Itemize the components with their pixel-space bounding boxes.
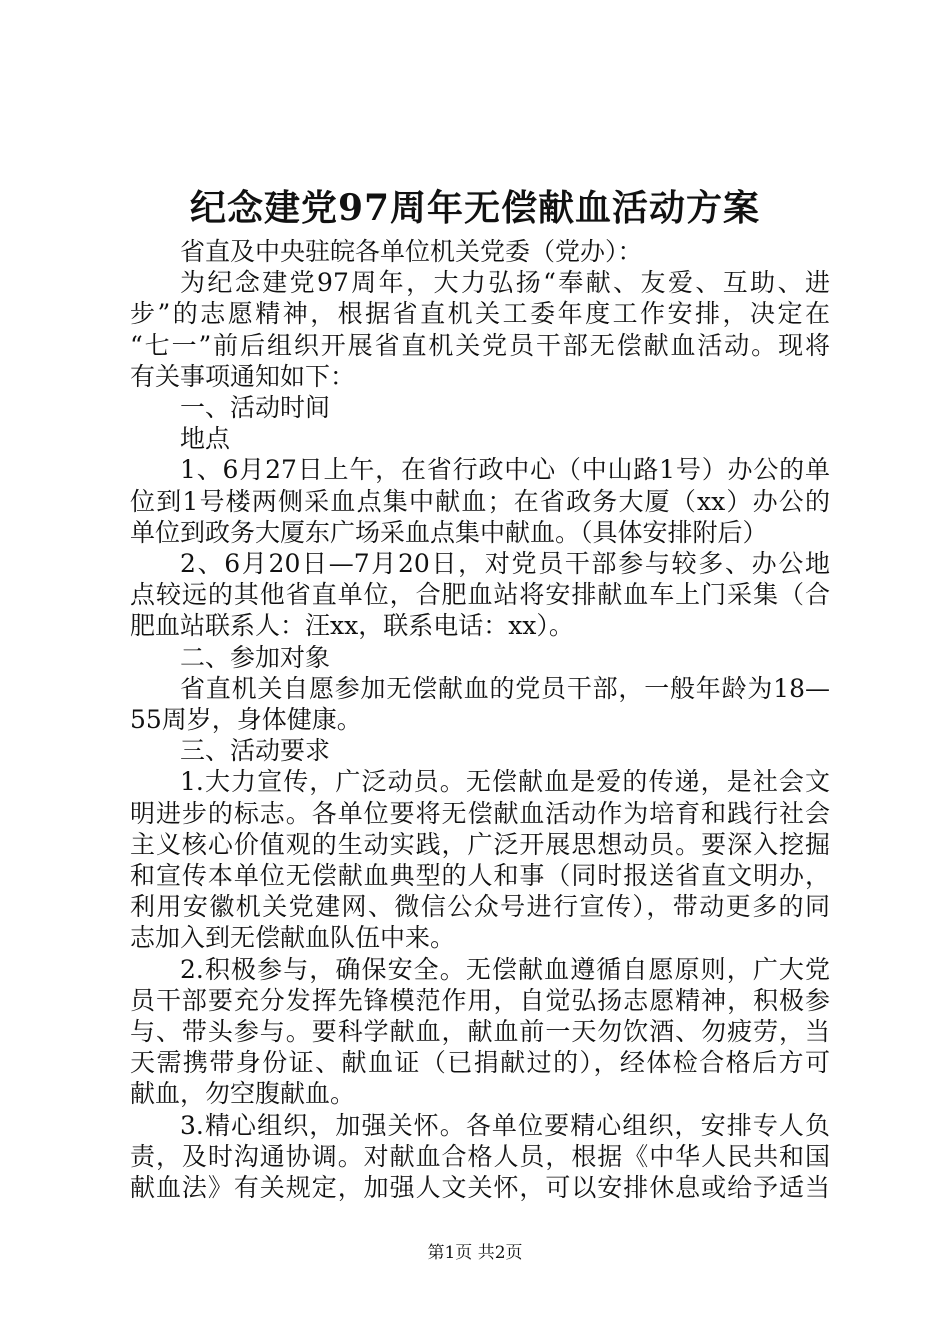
text-line: 单位到政务大厦东广场采血点集中献血。（具体安排附后） — [130, 517, 768, 547]
document-body — [130, 236, 830, 1203]
text-line: 责，及时沟通协调。对献血合格人员，根据《中华人民共和国 — [130, 1141, 830, 1171]
text-line: 一、活动时间 — [180, 393, 331, 423]
text-line: 二、参加对象 — [180, 642, 331, 672]
text-line: 主义核心价值观的生动实践，广泛开展思想动员。要深入挖掘 — [130, 829, 830, 859]
text-line: 省直及中央驻皖各单位机关党委（党办）： — [180, 237, 643, 266]
text-line: 天需携带身份证、献血证（已捐献过的），经体检合格后方可 — [130, 1048, 830, 1078]
text-line: 献血，勿空腹献血。 — [130, 1079, 356, 1109]
text-line: 明进步的标志。各单位要将无偿献血活动作为培育和践行社会 — [130, 798, 830, 828]
text-line: 和宣传本单位无偿献血典型的人和事（同时报送省直文明办， — [130, 861, 830, 891]
text-line: 献血法》有关规定，加强人文关怀，可以安排休息或给予适当 — [130, 1173, 830, 1203]
text-line: 1.大力宣传，广泛动员。无偿献血是爱的传递，是社会文 — [180, 767, 830, 797]
text-line: 与、带头参与。要科学献血，献血前一天勿饮酒、勿疲劳，当 — [130, 1017, 830, 1047]
text-line: 为纪念建党97周年，大力弘扬“奉献、友爱、互助、进 — [180, 268, 830, 298]
text-line: 2.积极参与，确保安全。无偿献血遵循自愿原则，广大党 — [180, 954, 830, 984]
text-line: 志加入到无偿献血队伍中来。 — [130, 923, 456, 953]
text-line: 利用安徽机关党建网、微信公众号进行宣传），带动更多的同 — [130, 892, 830, 922]
text-line: 1、6月27日上午，在省行政中心（中山路1号）办公的单 — [180, 455, 830, 485]
text-line: 肥血站联系人：汪xx，联系电话：xx）。 — [130, 611, 574, 641]
text-line: 位到1号楼两侧采血点集中献血；在省政务大厦（xx）办公的 — [130, 486, 830, 516]
text-line: 员干部要充分发挥先锋模范作用，自觉弘扬志愿精神，积极参 — [130, 985, 830, 1015]
text-line: 步”的志愿精神，根据省直机关工委年度工作安排，决定在 — [130, 299, 830, 329]
text-line: 3.精心组织，加强关怀。各单位要精心组织，安排专人负 — [180, 1110, 830, 1140]
text-line: “七一”前后组织开展省直机关党员干部无偿献血活动。现将 — [130, 330, 830, 360]
text-line: 55周岁，身体健康。 — [130, 705, 362, 735]
text-line: 三、活动要求 — [180, 736, 331, 766]
text-line: 地点 — [180, 424, 231, 454]
text-line: 省直机关自愿参加无偿献血的党员干部，一般年龄为18— — [180, 673, 830, 703]
text-line: 点较远的其他省直单位，合肥血站将安排献血车上门采集（合 — [130, 580, 830, 610]
text-line: 有关事项通知如下： — [130, 361, 356, 391]
page-footer: 第1页 共2页 — [427, 1243, 523, 1263]
text-line: 2、6月20日—7月20日，对党员干部参与较多、办公地 — [180, 549, 830, 579]
document-title: 纪念建党97周年无偿献血活动方案 — [189, 187, 761, 229]
